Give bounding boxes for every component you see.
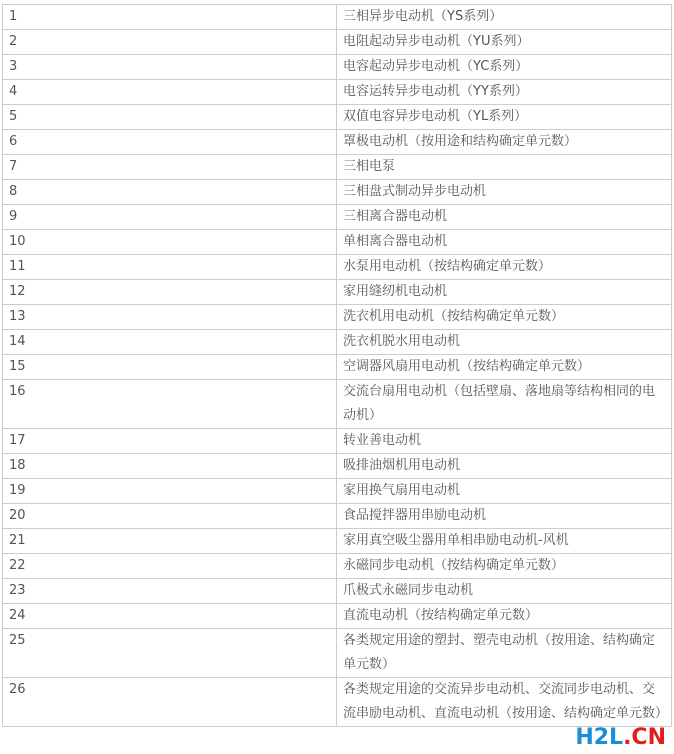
- row-number-cell: 2: [3, 30, 337, 55]
- motor-type-cell: 空调器风扇用电动机（按结构确定单元数）: [337, 355, 672, 380]
- motor-type-cell: 水泵用电动机（按结构确定单元数）: [337, 255, 672, 280]
- row-number-cell: 8: [3, 180, 337, 205]
- table-row: [3, 380, 672, 429]
- table-row: [3, 205, 672, 230]
- row-number-cell: 26: [3, 678, 337, 727]
- table-row: [3, 55, 672, 80]
- watermark-part-2: .CN: [623, 725, 666, 750]
- table-row: [3, 579, 672, 604]
- table-row: [3, 554, 672, 579]
- table-row: [3, 280, 672, 305]
- row-number-cell: 11: [3, 255, 337, 280]
- row-number-cell: 14: [3, 330, 337, 355]
- row-number-cell: 9: [3, 205, 337, 230]
- row-number-cell: 19: [3, 479, 337, 504]
- row-number-cell: 25: [3, 629, 337, 678]
- row-number-cell: 23: [3, 579, 337, 604]
- motor-type-cell: 单相离合器电动机: [337, 230, 672, 255]
- table-row: [3, 504, 672, 529]
- motor-type-cell: 罩极电动机（按用途和结构确定单元数）: [337, 130, 672, 155]
- table-row: [3, 305, 672, 330]
- motor-type-cell: 三相电泵: [337, 155, 672, 180]
- row-number-cell: 20: [3, 504, 337, 529]
- row-number-cell: 21: [3, 529, 337, 554]
- table-row: [3, 230, 672, 255]
- motor-type-cell: 食品搅拌器用串励电动机: [337, 504, 672, 529]
- motor-type-cell: 各类规定用途的塑封、塑壳电动机（按用途、结构确定单元数）: [337, 629, 672, 678]
- row-number-cell: 4: [3, 80, 337, 105]
- motor-type-cell: 洗衣机用电动机（按结构确定单元数）: [337, 305, 672, 330]
- row-number-cell: 1: [3, 5, 337, 30]
- row-number-cell: 16: [3, 380, 337, 429]
- table-row: [3, 529, 672, 554]
- table-row: [3, 105, 672, 130]
- motor-type-cell: 三相盘式制动异步电动机: [337, 180, 672, 205]
- table-row: [3, 454, 672, 479]
- motor-type-cell: 三相异步电动机（YS系列）: [337, 5, 672, 30]
- row-number-cell: 24: [3, 604, 337, 629]
- motor-catalog-table-wrapper: [2, 4, 670, 727]
- table-row: [3, 429, 672, 454]
- row-number-cell: 22: [3, 554, 337, 579]
- motor-type-cell: 家用真空吸尘器用单相串励电动机-风机: [337, 529, 672, 554]
- motor-type-cell: 电容运转异步电动机（YY系列）: [337, 80, 672, 105]
- table-row: [3, 678, 672, 727]
- row-number-cell: 12: [3, 280, 337, 305]
- table-row: [3, 130, 672, 155]
- row-number-cell: 7: [3, 155, 337, 180]
- table-body: [3, 5, 672, 727]
- motor-type-cell: 吸排油烟机用电动机: [337, 454, 672, 479]
- row-number-cell: 10: [3, 230, 337, 255]
- table-row: [3, 80, 672, 105]
- motor-type-cell: 转业善电动机: [337, 429, 672, 454]
- motor-type-cell: 爪极式永磁同步电动机: [337, 579, 672, 604]
- motor-catalog-table: [2, 4, 672, 727]
- watermark-part-1: H2L: [575, 725, 624, 750]
- motor-type-cell: 电容起动异步电动机（YC系列）: [337, 55, 672, 80]
- row-number-cell: 6: [3, 130, 337, 155]
- motor-type-cell: 三相离合器电动机: [337, 205, 672, 230]
- row-number-cell: 5: [3, 105, 337, 130]
- row-number-cell: 3: [3, 55, 337, 80]
- motor-type-cell: 家用换气扇用电动机: [337, 479, 672, 504]
- table-row: [3, 155, 672, 180]
- table-row: [3, 255, 672, 280]
- motor-type-cell: 直流电动机（按结构确定单元数）: [337, 604, 672, 629]
- motor-type-cell: 家用缝纫机电动机: [337, 280, 672, 305]
- motor-type-cell: 交流台扇用电动机（包括壁扇、落地扇等结构相同的电动机）: [337, 380, 672, 429]
- table-row: [3, 180, 672, 205]
- table-row: [3, 479, 672, 504]
- table-row: [3, 629, 672, 678]
- table-row: [3, 5, 672, 30]
- motor-type-cell: 永磁同步电动机（按结构确定单元数）: [337, 554, 672, 579]
- table-row: [3, 330, 672, 355]
- motor-type-cell: 电阻起动异步电动机（YU系列）: [337, 30, 672, 55]
- row-number-cell: 13: [3, 305, 337, 330]
- motor-type-cell: 洗衣机脱水用电动机: [337, 330, 672, 355]
- site-watermark: [575, 725, 666, 750]
- row-number-cell: 18: [3, 454, 337, 479]
- table-row: [3, 355, 672, 380]
- row-number-cell: 15: [3, 355, 337, 380]
- motor-type-cell: 各类规定用途的交流异步电动机、交流同步电动机、交流串励电动机、直流电动机（按用途、结构确定单元数）: [337, 678, 672, 727]
- row-number-cell: 17: [3, 429, 337, 454]
- table-row: [3, 30, 672, 55]
- motor-type-cell: 双值电容异步电动机（YL系列）: [337, 105, 672, 130]
- table-row: [3, 604, 672, 629]
